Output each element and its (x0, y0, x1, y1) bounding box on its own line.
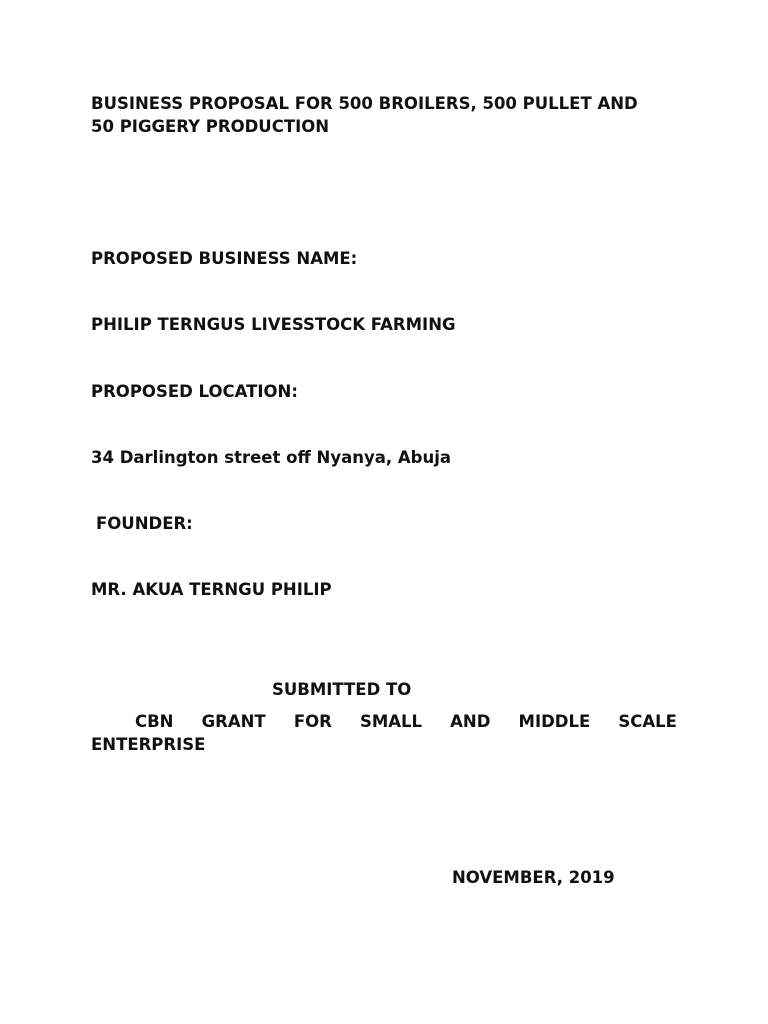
submitted-to-label: SUBMITTED TO (272, 680, 412, 699)
submission-date: NOVEMBER, 2019 (452, 868, 615, 887)
founder-label: FOUNDER: (96, 514, 193, 533)
recipient-line-1 (91, 710, 677, 733)
recipient-word: MIDDLE (518, 712, 591, 731)
recipient-line-2: ENTERPRISE (91, 735, 206, 754)
recipient-word: CBN (135, 712, 174, 731)
location-label: PROPOSED LOCATION: (91, 382, 298, 401)
recipient-word: SMALL (359, 712, 423, 731)
proposal-title-line-2: 50 PIGGERY PRODUCTION (91, 117, 330, 136)
business-name-label: PROPOSED BUSINESS NAME: (91, 249, 358, 268)
proposal-title-line-1: BUSINESS PROPOSAL FOR 500 BROILERS, 500 PULLET AND (91, 94, 638, 113)
founder-value: MR. AKUA TERNGU PHILIP (91, 580, 332, 599)
recipient-word: FOR (293, 712, 332, 731)
location-value: 34 Darlington street off Nyanya, Abuja (91, 448, 452, 467)
recipient-word: SCALE (618, 712, 677, 731)
business-name-value: PHILIP TERNGUS LIVESSTOCK FARMING (91, 315, 456, 334)
recipient-word: AND (450, 712, 491, 731)
recipient-word: GRANT (201, 712, 266, 731)
